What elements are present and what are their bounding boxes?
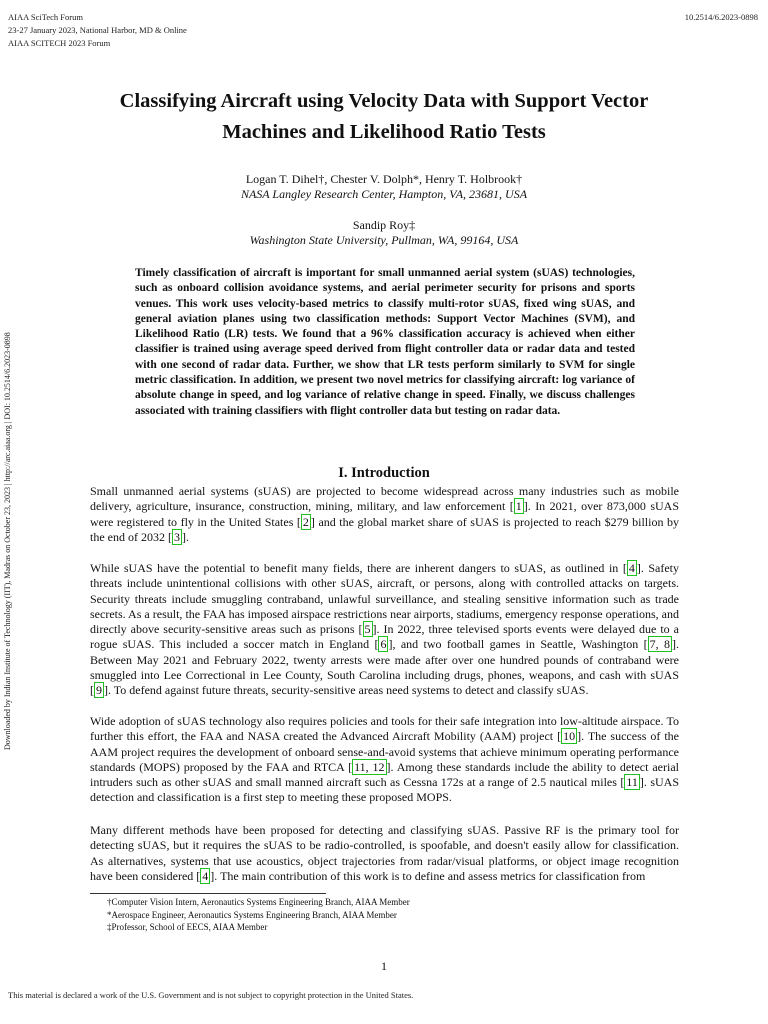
footnote: *Aerospace Engineer, Aeronautics Systems Engineering Branch, AIAA Member [107,909,397,920]
citation-link-label[interactable]: 5 [364,622,371,637]
citation-link[interactable]: [ 5 ] [358,622,377,637]
author-block-1 [100,172,668,202]
title-line: Machines and Likelihood Ratio Tests [222,121,546,143]
footnote-rule [90,893,326,894]
citation-link[interactable]: [ 4 ] [622,561,641,575]
citation-link-label[interactable]: 2 [302,514,309,529]
citation-link[interactable]: [ 6 ] [374,637,393,652]
citation-link-label[interactable]: 10 [563,729,576,744]
citation-link-label[interactable]: 4 [628,561,635,575]
footnote: †Computer Vision Intern, Aeronautics Systems Engineering Branch, AIAA Member [107,897,410,907]
doi-header[interactable]: 10.2514/6.2023-0898 [684,12,758,22]
body-paragraph: While sUAS have the potential to benefit many fields, there are inherent dangers to sUAS, as outlined in [ 4 ]. Safety threats include unintentional collisions with other sUAS, aircraft, or persons, along with controlled attacks on targets. Security threats include smuggling contraband, unlawful surveillance, and stealing sensitive information such as trade secrets. As a result, the FAA has imposed airspace restrictions near airports, stadiums, emergency response operations, and directly above security-sensitive areas such as prisons [ 5 ]. In 2022, three televised sports events were delayed due to a rogue sUAS. This included a soccer match in England [ 6 ], and two football games in Seattle, Washington [ 7, 8 ]. Between May 2021 and February 2022, twenty arrests were made after over one hundred pounds of contraband were smuggled into Lee Correctional in Lee County, South Carolina including drugs, phones, weapons, and cash with sUAS [ 9 ]. To defend against future threats, security-sensitive areas need systems to detect and classify sUAS. [90,561,680,698]
body-paragraph: Small unmanned aerial systems (sUAS) are projected to become widespread across many industries such as mobile delivery, agriculture, insurance, construction, mining, military, and law enforcement [ 1 ]. In 2021, over 873,000 sUAS were registered to fly in the United States [ 2 ] and the global market share of sUAS is projected to reach $279 billion by the end of 2032 [ 3 ]. [90,484,680,544]
section-heading: I. Introduction [338,465,430,481]
citation-link[interactable]: [ 11, 12 ] [348,759,391,774]
footnotes [107,896,410,934]
citation-link-label[interactable]: 11, 12 [354,759,385,774]
body-paragraph: Many different methods have been proposed for detecting and classifying sUAS. Passive RF is the primary tool for detecting sUAS, but it requires the sUAS to be radio-controlled, is spoofable, and doesn't easily allow for classification. As alternatives, systems that use acoustics, object trajectories from radar/visual platforms, or object image recognition have been considered [ 4 ]. The main contribution of this work is to define and assess metrics for classification from [90,823,679,883]
citation-link-label[interactable]: 6 [380,637,387,652]
title-line: Classifying Aircraft using Velocity Data with Support Vector [119,90,649,112]
citation-link[interactable]: [ 10 ] [557,729,582,744]
author-affiliation: NASA Langley Research Center, Hampton, VA, 23681, USA [240,187,528,201]
citation-link[interactable]: [ 1 ] [509,499,528,514]
citation-link[interactable]: [ 9 ] [90,683,108,698]
conference-series: AIAA SCITECH 2023 Forum [8,38,111,48]
citation-link-label[interactable]: 4 [202,868,209,883]
citation-link[interactable]: [ 2 ] [296,514,315,529]
citation-link[interactable]: [ 4 ] [196,868,215,883]
citation-link-label[interactable]: 9 [96,683,102,698]
author-block-2 [100,218,668,248]
citation-link-label[interactable]: 1 [515,499,522,514]
paper-title [60,86,708,148]
citation-link[interactable]: [ 7, 8 ] [643,637,677,652]
author-names: Logan T. Dihel†, Chester V. Dolph*, Henry T. Holbrook† [245,172,523,186]
citation-link-label[interactable]: 11 [626,775,638,790]
author-names: Sandip Roy‡ [352,218,416,232]
abstract: Timely classification of aircraft is important for small unmanned aerial system (sUAS) technologies, such as onboard collision avoidance systems, and aerial perimeter security for prisons and sports venues. This work uses velocity-based metrics to classify multi-rotor sUAS, fixed wing sUAS, and general aviation planes using two classification methods: Support Vector Machines (SVM), and Likelihood Ratio (LR) tests. We found that a 96% classification accuracy is achieved when either classifier is trained using average speed derived from flight controller data or radar data and tested with one second of radar data. Further, we show that LR tests perform similarly to SVM for single metric classification. In addition, we present two novel metrics for classifying aircraft: log variance of absolute change in speed, and log variance of relative change in speed. Finally, we discuss challenges associated with training classifiers with flight controller data but testing on radar data. [135,267,635,417]
conference-dates-location: 23-27 January 2023, National Harbor, MD & Online [8,25,187,35]
conference-header [8,11,187,50]
page-number: 1 [381,959,387,973]
copyright-notice: This material is declared a work of the U.S. Government and is not subject to copyright protection in the United States. [8,990,414,1000]
citation-link-label[interactable]: 3 [173,529,180,544]
footnote: ‡Professor, School of EECS, AIAA Member [107,922,268,932]
download-sidebar-note: Downloaded by Indian Institute of Technology (IIT), Madras on October 23, 2023 | http://arc.aiaa.org | DOI: 10.2514/6.2023-0898 [3,332,12,750]
body-paragraph: Wide adoption of sUAS technology also requires policies and tools for their safe integration into low-altitude airspace. To further this effort, the FAA and NASA created the Advanced Aircraft Mobility (AAM) project [ 10 ]. The success of the AAM project requires the development of onboard sense-and-avoid systems that achieve minimum operating performance standards (MOPS) proposed by the FAA and RTCA [ 11, 12 ]. Among these standards include the ability to detect aerial intruders such as other sUAS and small manned aircraft such as Cessna 172s at a range of 2.5 nautical miles [ 11 ]. sUAS detection and classification is a first step to meeting these proposed MOPS. [90,714,679,805]
conference-name: AIAA SciTech Forum [8,12,83,22]
citation-link-label[interactable]: 7, 8 [649,637,671,652]
citation-link[interactable]: [ 11 ] [620,775,644,790]
citation-link[interactable]: [ 3 ] [167,529,186,544]
author-affiliation: Washington State University, Pullman, WA, 99164, USA [249,233,519,247]
